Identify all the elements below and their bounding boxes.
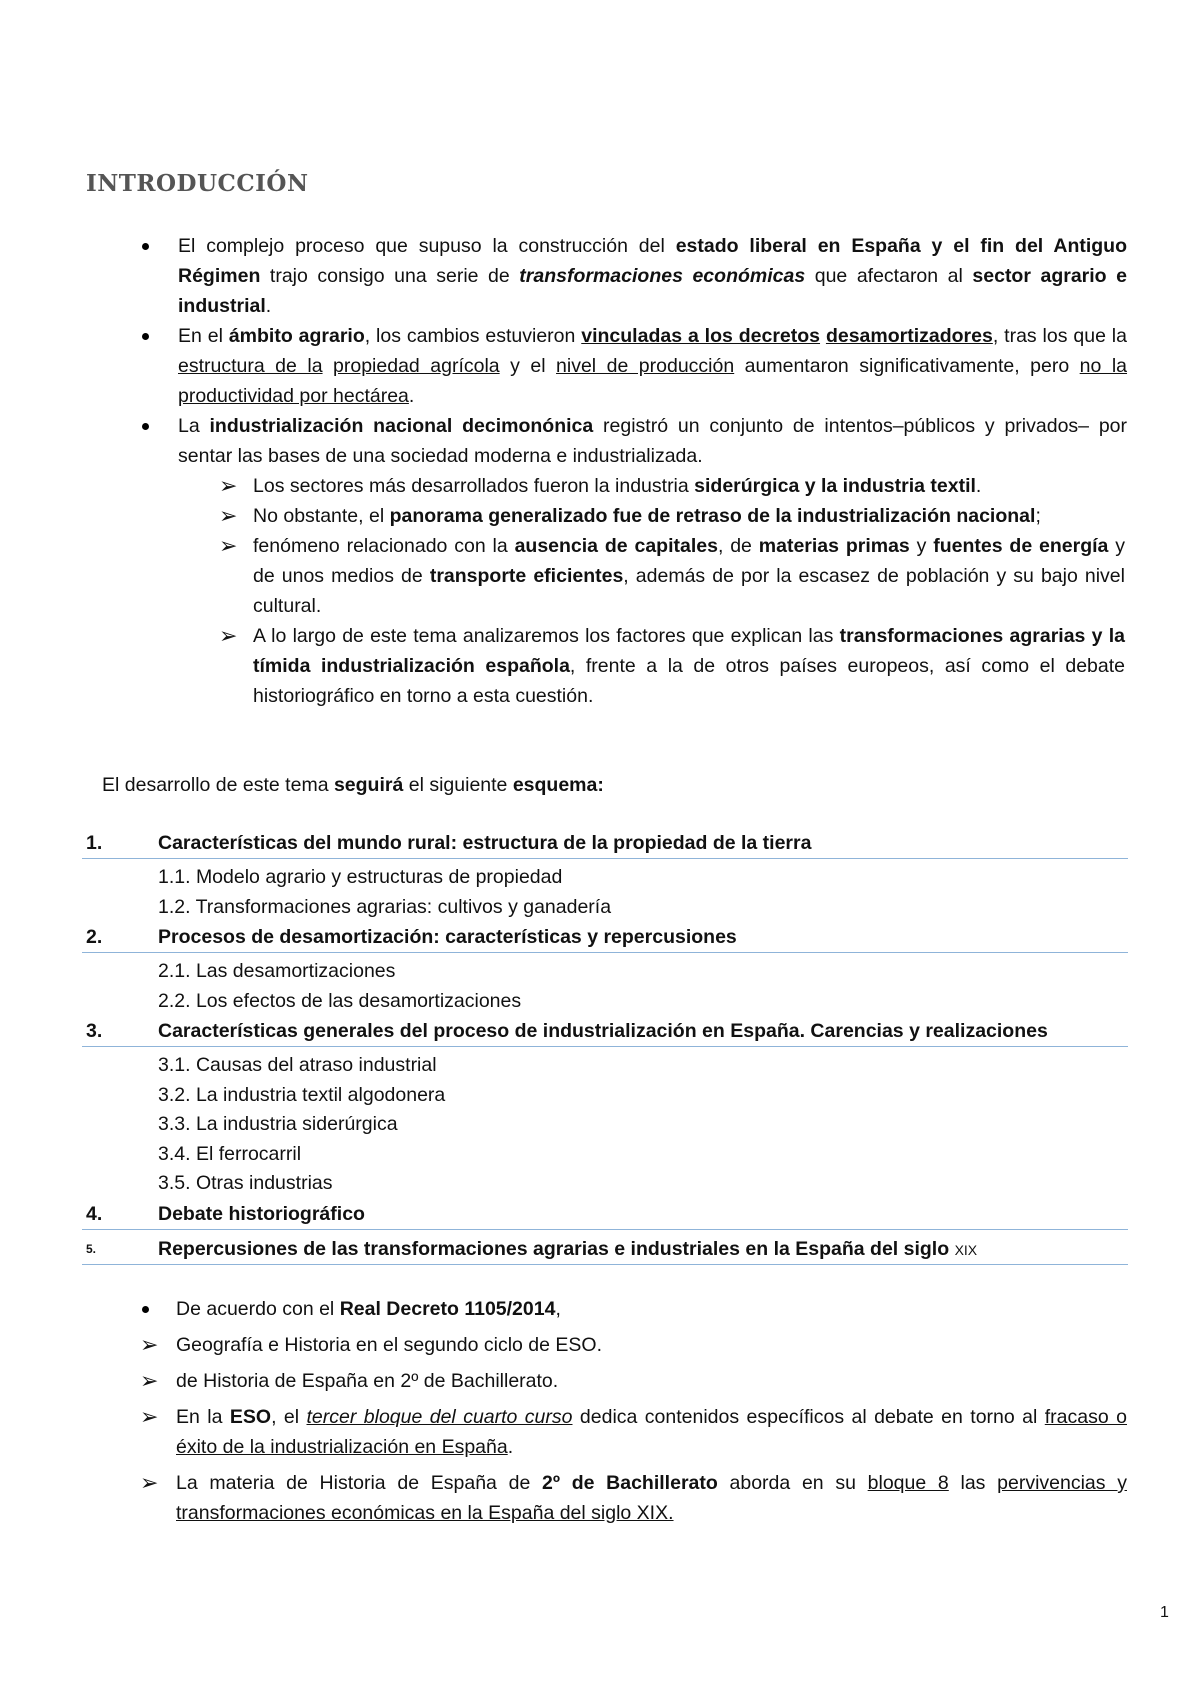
arrow-bullet-icon: ➢: [219, 503, 238, 528]
text-run: La materia de Historia de España de: [176, 1472, 543, 1494]
bold-underlined-text: desamortizadores: [825, 325, 993, 347]
toc-subsection: 1.1. Modelo agrario y estructuras de propiedad: [158, 866, 563, 888]
bold-text: siderúrgica y la industria textil: [694, 475, 976, 497]
text-run: el siguiente: [403, 774, 513, 796]
text-run: En el: [178, 325, 229, 347]
arrow-bullet-icon: ➢: [140, 1368, 159, 1393]
page-number: 1: [1160, 1604, 1169, 1621]
text-run: .: [975, 475, 982, 497]
text-run: dedica contenidos específicos al debate en torno al: [572, 1406, 1045, 1428]
underlined-text: fracaso o éxito de la industrialización en España: [176, 1406, 1127, 1458]
bullet-dot-icon: [142, 423, 149, 430]
text-run: [323, 355, 333, 377]
toc-subsection: 3.4. El ferrocarril: [158, 1142, 302, 1165]
text-run: aumentaron significativamente, pero: [734, 355, 1080, 377]
text-run: A lo largo de este tema analizaremos los factores que explican las: [253, 625, 840, 647]
arrow-bullet-icon: ➢: [219, 473, 238, 498]
underlined-text: no la productividad por hectárea: [178, 355, 1128, 407]
toc-subsection: 2.2. Los efectos de las desamortizaciones: [158, 989, 522, 1012]
bold-text: estado liberal en España y el fin del Antiguo Régimen: [178, 235, 1127, 287]
esquema-intro: [102, 774, 604, 797]
text-run: y: [909, 535, 934, 557]
curriculum-bullet-1: [100, 1294, 1127, 1324]
toc-subsection: 3.3. La industria siderúrgica: [158, 1113, 398, 1135]
sub-bullet-2: [176, 501, 1125, 531]
bold-text: materias primas: [758, 535, 910, 557]
toc-number: 5.: [86, 1241, 97, 1256]
text-run: industria: [615, 475, 695, 497]
toc-subsection: 1.2. Transformaciones agrarias: cultivos y ganadería: [158, 895, 612, 918]
bold-text: fuentes de energía: [933, 535, 1109, 557]
bold-text: panorama generalizado fue de retraso de la industrialización nacional: [389, 505, 1036, 527]
intro-sub-list: [176, 471, 1125, 711]
toc-section-1: [82, 828, 1128, 859]
toc-subsection: 3.2. La industria textil algodonera: [158, 1083, 446, 1106]
toc-subsection: 3.1. Causas del atraso industrial: [158, 1054, 437, 1076]
curriculum-bullet-5: [100, 1468, 1127, 1528]
arrow-bullet-icon: ➢: [140, 1470, 159, 1495]
curriculum-bullet-2: [100, 1330, 1127, 1360]
bold-text: ausencia de capitales: [514, 535, 718, 557]
intro-list: [100, 231, 1127, 711]
bullet-dot-icon: [142, 333, 149, 340]
text-run: las: [948, 1472, 998, 1494]
bullet-dot-icon: [142, 243, 149, 250]
text-run: En la: [176, 1406, 230, 1428]
bold-text: ámbito agrario: [228, 325, 365, 347]
toc-title: [158, 1234, 977, 1265]
toc-title: Características del mundo rural: estructura de la propiedad de la tierra: [158, 832, 812, 854]
toc-title: Procesos de desamortización: características y repercusiones: [158, 926, 737, 948]
bold-text: ESO: [229, 1406, 272, 1428]
toc-subsection: 2.1. Las desamortizaciones: [158, 960, 396, 982]
toc-number: 2.: [86, 926, 103, 948]
arrow-bullet-icon: ➢: [219, 533, 238, 558]
text-run: ;: [1035, 505, 1041, 527]
toc-section-2: [82, 922, 1128, 953]
sub-bullet-3: [176, 531, 1125, 621]
bold-text: esquema:: [512, 774, 604, 796]
bold-text: industrialización nacional decimonónica: [209, 415, 594, 437]
curriculum-list: [100, 1294, 1127, 1534]
curriculum-bullet-4: [100, 1402, 1127, 1462]
toc-title: Características generales del proceso de industrialización en España. Carencias y realizaciones: [158, 1020, 1048, 1042]
section-heading: INTRODUCCIÓN: [86, 170, 309, 197]
toc-section-4: [82, 1199, 1128, 1230]
bold-text: transformaciones agrarias y la tímida industrialización española: [253, 625, 1125, 677]
toc-section-3: [82, 1016, 1128, 1047]
text-run: , además de por la escasez de población y su bajo nivel cultural.: [253, 565, 1125, 617]
text-run: fenómeno relacionado con la: [253, 535, 515, 557]
intro-bullet-3: [100, 411, 1127, 711]
bold-underlined-text: vinculadas a los decretos: [581, 325, 821, 347]
bold-text: sector agrario e industrial: [178, 265, 1127, 317]
text-run: , frente a la de otros países europeos, así como el debate historiográfico en torno a esta cuestión.: [253, 655, 1126, 707]
toc-subsection: 3.5. Otras industrias: [158, 1172, 333, 1194]
text-run: ,: [555, 1298, 561, 1320]
table-of-contents: [82, 828, 1128, 1265]
bold-text: transporte eficientes: [429, 565, 624, 587]
sub-bullet-1: [176, 471, 1125, 501]
bold-italic-text: transformaciones económicas: [519, 265, 806, 287]
toc-title-text: Repercusiones de las transformaciones agrarias e industriales en la España del siglo: [158, 1237, 955, 1260]
text-run: trajo consigo una serie de: [260, 265, 520, 287]
text-run: que afectaron al: [805, 265, 973, 287]
bold-text: seguirá: [333, 774, 404, 796]
text-run: No obstante, el: [253, 505, 390, 527]
text-run: , tras los que la: [992, 325, 1127, 347]
arrow-bullet-icon: ➢: [140, 1404, 159, 1429]
toc-number: 4.: [86, 1202, 103, 1225]
text-run: La: [178, 415, 210, 437]
text-run: .: [265, 295, 272, 317]
text-run: .: [408, 385, 415, 407]
underlined-text: pervivencias y transformaciones económicas en la España del siglo XIX.: [176, 1472, 1127, 1524]
toc-section-5: [82, 1234, 1128, 1265]
text-run: , de: [717, 535, 759, 557]
bold-text: 2º de Bachillerato: [542, 1472, 718, 1494]
text-run: registró un conjunto de intentos–públicos y privados– por sentar las bases de una sociedad moderna e industrializada.: [178, 415, 1128, 467]
text-run: .: [507, 1436, 514, 1458]
text-run: El desarrollo de este tema: [102, 774, 334, 796]
text-run: Geografía e Historia en el segundo ciclo de ESO.: [176, 1334, 602, 1356]
arrow-bullet-icon: ➢: [219, 623, 238, 648]
intro-bullet-1: [100, 231, 1127, 321]
text-run: de Historia de España en 2º de Bachillerato.: [176, 1370, 559, 1392]
text-run: y de unos medios de: [253, 535, 1126, 587]
arrow-bullet-icon: ➢: [140, 1332, 159, 1357]
toc-title-small: XIX: [954, 1241, 978, 1258]
sub-bullet-4: [176, 621, 1125, 711]
text-run: y el: [499, 355, 557, 377]
underlined-text: nivel de producción: [556, 355, 735, 377]
underlined-text: bloque 8: [867, 1472, 949, 1494]
text-run: De acuerdo con el: [176, 1298, 340, 1320]
underlined-italic-text: tercer bloque del cuarto curso: [306, 1406, 573, 1428]
text-run: Los sectores más desarrollados fueron la: [253, 475, 616, 497]
intro-bullet-2: [100, 321, 1127, 411]
text-run: , el: [271, 1406, 307, 1428]
text-run: , los cambios estuvieron: [364, 325, 582, 347]
text-run: aborda en su: [717, 1472, 868, 1494]
text-run: El complejo proceso que supuso la construcción del: [178, 235, 676, 257]
bullet-dot-icon: [142, 1306, 149, 1313]
bold-text: Real Decreto 1105/2014: [339, 1298, 556, 1320]
underlined-text: propiedad agrícola: [333, 355, 500, 377]
toc-number: 3.: [86, 1020, 103, 1042]
toc-number: 1.: [86, 832, 103, 854]
underlined-text: estructura de la: [178, 355, 323, 377]
toc-title: Debate historiográfico: [158, 1202, 365, 1225]
curriculum-bullet-3: [100, 1366, 1127, 1396]
